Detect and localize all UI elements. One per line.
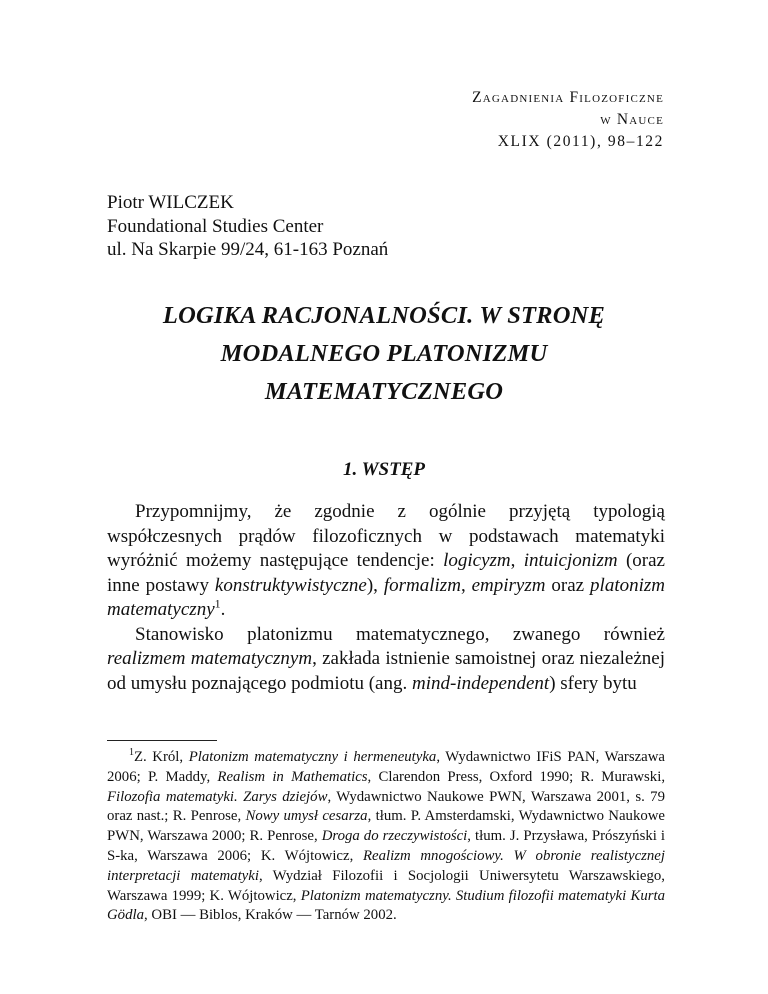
journal-subtitle: w Nauce — [600, 111, 664, 128]
text-run: , Wydawnictwo IFiS PAN, Warszawa 2006; P. Maddy, — [107, 749, 665, 785]
paragraph-2 — [107, 623, 665, 697]
paragraph-1 — [107, 500, 665, 623]
text-run: Stanowisko platonizmu matematycznego, zwanego również — [135, 623, 665, 645]
text-run: . — [220, 599, 226, 620]
italic-term: empiryzm — [471, 574, 546, 596]
author-block — [107, 191, 388, 262]
text-run: oraz — [545, 574, 591, 596]
italic-term: logicyzm — [443, 550, 511, 571]
italic-term: Realizm mnogościowy. W obronie realistycznej interpretacji matematyki — [107, 847, 665, 884]
italic-term: Filozofia matematyki. Zarys dziejów — [107, 788, 328, 805]
italic-term: konstruktywistyczne — [214, 574, 367, 596]
footnote-divider — [107, 740, 217, 741]
text-run: , Wydział Filozofii i Socjologii Uniwersytetu Warszawskiego, Warszawa 1999; K. Wójtowicz, — [107, 867, 665, 904]
footnote-1 — [107, 748, 665, 926]
title-line-2: MODALNEGO PLATONIZMU — [220, 340, 548, 367]
italic-term: Droga do rzeczywistości — [321, 828, 468, 845]
text-run: , tłum. J. Przysława, Prószyński i S-ka, Warszawa 2006; K. Wójtowicz, — [107, 828, 665, 864]
italic-term: platonizm matematyczny — [107, 574, 665, 620]
italic-term: Platonizm matematyczny. Studium filozofii matematyki Kurta Gödla — [107, 887, 665, 924]
italic-term: realizmem matematycznym — [107, 648, 313, 669]
text-run: , OBI — Biblos, Kraków — Tarnów 2002. — [144, 907, 397, 924]
section-heading: 1. WSTĘP — [342, 459, 425, 480]
journal-header — [472, 87, 664, 153]
journal-name: Zagadnienia Filozoficzne — [472, 89, 664, 106]
text-run: ), — [366, 574, 384, 596]
title-line-3: MATEMATYCZNEGO — [264, 378, 504, 405]
text-run: Z. Król, — [134, 749, 189, 765]
body-text — [107, 500, 665, 696]
article-title — [0, 297, 768, 411]
footnote-mark: 1 — [129, 747, 134, 759]
italic-term: mind-independent — [412, 672, 550, 694]
text-run: , — [510, 550, 524, 571]
italic-term: intuicjonizm — [523, 550, 618, 571]
italic-term: Nowy umysł cesarza — [245, 808, 368, 825]
text-run: , Clarendon Press, Oxford 1990; R. Murawski, — [367, 768, 666, 785]
author-address: ul. Na Skarpie 99/24, 61-163 Poznań — [107, 239, 389, 260]
text-run: , tłum. P. Amsterdamski, Wydawnictwo Naukowe PWN, Warszawa 2000; R. Penrose, — [107, 808, 665, 845]
author-name: Piotr WILCZEK — [107, 192, 234, 213]
author-affiliation: Foundational Studies Center — [107, 215, 324, 237]
italic-term: formalizm — [383, 574, 461, 596]
text-run: , — [460, 574, 472, 596]
footnote — [107, 748, 665, 926]
journal-volume: XLIX (2011), 98–122 — [497, 133, 664, 150]
text-run: , Wydawnictwo Naukowe PWN, Warszawa 2001, s. 79 oraz nast.; R. Penrose, — [107, 788, 665, 825]
text-run: ) sfery bytu — [549, 672, 637, 694]
text-run: , zakłada istnienie samoistnej oraz niezależnej od umysłu poznającego podmiotu (ang. — [107, 648, 665, 694]
footnote-reference[interactable]: 1 — [214, 596, 221, 611]
text-run: Przypomnijmy, że zgodnie z ogólnie przyjętą typologią współczesnych prądów filozoficznych w podstawach matematyki wyróżnić możemy następujące tendencje: — [107, 501, 665, 571]
italic-term: Realism in Mathematics — [217, 768, 368, 785]
italic-term: Platonizm matematyczny i hermeneutyka — [188, 749, 437, 765]
title-line-1: LOGIKA RACJONALNOŚCI. W STRONĘ — [162, 302, 606, 329]
text-run: (oraz inne postawy — [107, 550, 665, 596]
